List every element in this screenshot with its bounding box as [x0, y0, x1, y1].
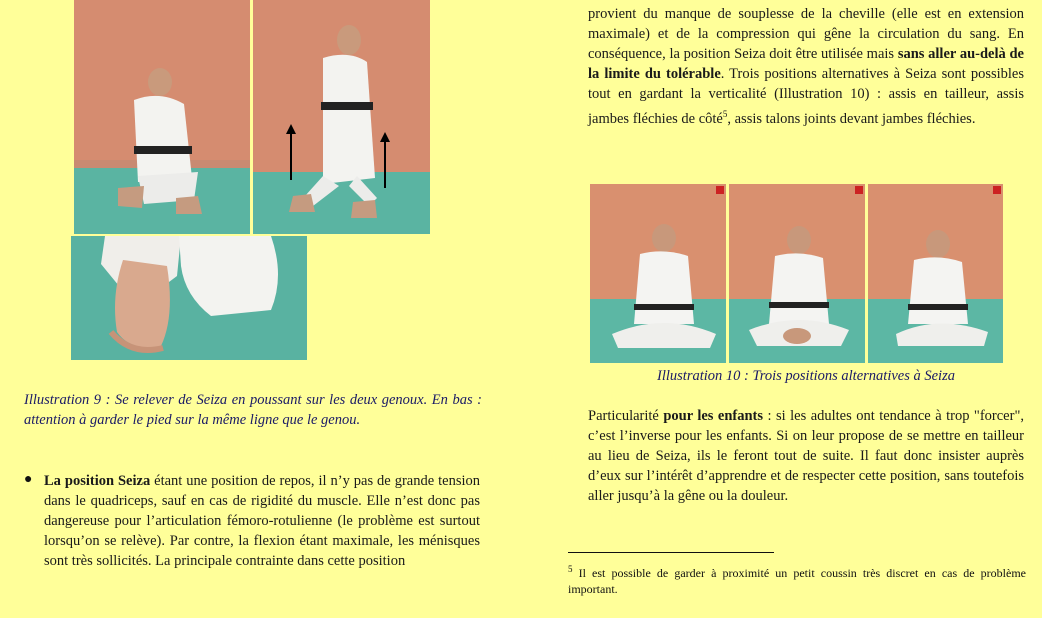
photo-seiza-rising-2 — [253, 0, 430, 234]
para1-bold: sans aller au-delà de la limite du tolérable — [588, 46, 1024, 82]
photo-foot-closeup — [71, 236, 307, 360]
footnote-text: Il est possible de garder à proximité un petit coussin très discret en cas de problème important. — [568, 566, 1026, 596]
paragraph-enfants — [588, 406, 1024, 506]
caption-illustration-9: Illustration 9 : Se relever de Seiza en poussant sur les deux genoux. En bas : attention à garder le pied sur la même ligne que le genou. — [24, 392, 482, 428]
paragraph-seiza-text: étant une position de repos, il n’y pas de grande tension dans le quadriceps, sauf en cas de rigidité du muscle. Elle n’est donc pas dangereuse pour l’articulation fémoro-rotulienne (le problème est surtout lorsqu’on se relève). Par contre, la flexion étant maximale, les ménisques sont très sollicités. La principale contrainte dans cette position — [44, 473, 480, 569]
para2-bold: pour les enfants — [663, 408, 764, 424]
footnote-number: 5 — [568, 564, 573, 574]
paragraph-seiza — [44, 471, 480, 571]
footnote-ref: 5 — [722, 109, 728, 119]
para1-part-c: , assis talons joints devant jambes fléchies. — [727, 110, 976, 127]
photo-alt-position-3 — [868, 184, 1003, 363]
paragraph-seiza-bold: La position Seiza — [44, 473, 151, 489]
para2-part-a: Particularité — [588, 408, 664, 424]
photo-seiza-rising-1 — [74, 0, 250, 234]
para1-part-b: . Trois positions alternatives à Seiza sont possibles tout en gardant la verticalité (Illustration 10) : assis en tailleur, assis jambes fléchies de côté — [588, 66, 1024, 127]
footnote-separator — [568, 552, 774, 553]
para1-part-a: provient du manque de souplesse de la cheville (elle est en extension maximale) et de la compression qui gêne la circulation du sang. En conséquence, la position Seiza doit être utilisée mais — [588, 6, 1024, 62]
caption-illustration-10: Illustration 10 : Trois positions alternatives à Seiza — [657, 368, 955, 384]
paragraph-cheville — [588, 4, 1024, 129]
photo-alt-position-1 — [590, 184, 726, 363]
para2-part-b: : si les adultes ont tendance à trop "forcer", c’est l’inverse pour les enfants. Si on leur propose de se mettre en tailleur au lieu de Seiza, ils le feront tout de suite. Il faut donc insister auprès d’eux sur l’intérêt d’apprendre et de respecter cette position, sans toutefois aller jusqu’à la gêne ou la douleur. — [588, 408, 1024, 504]
bullet-dot: ● — [24, 472, 33, 487]
footnote — [568, 561, 1026, 597]
photo-alt-position-2 — [729, 184, 865, 363]
